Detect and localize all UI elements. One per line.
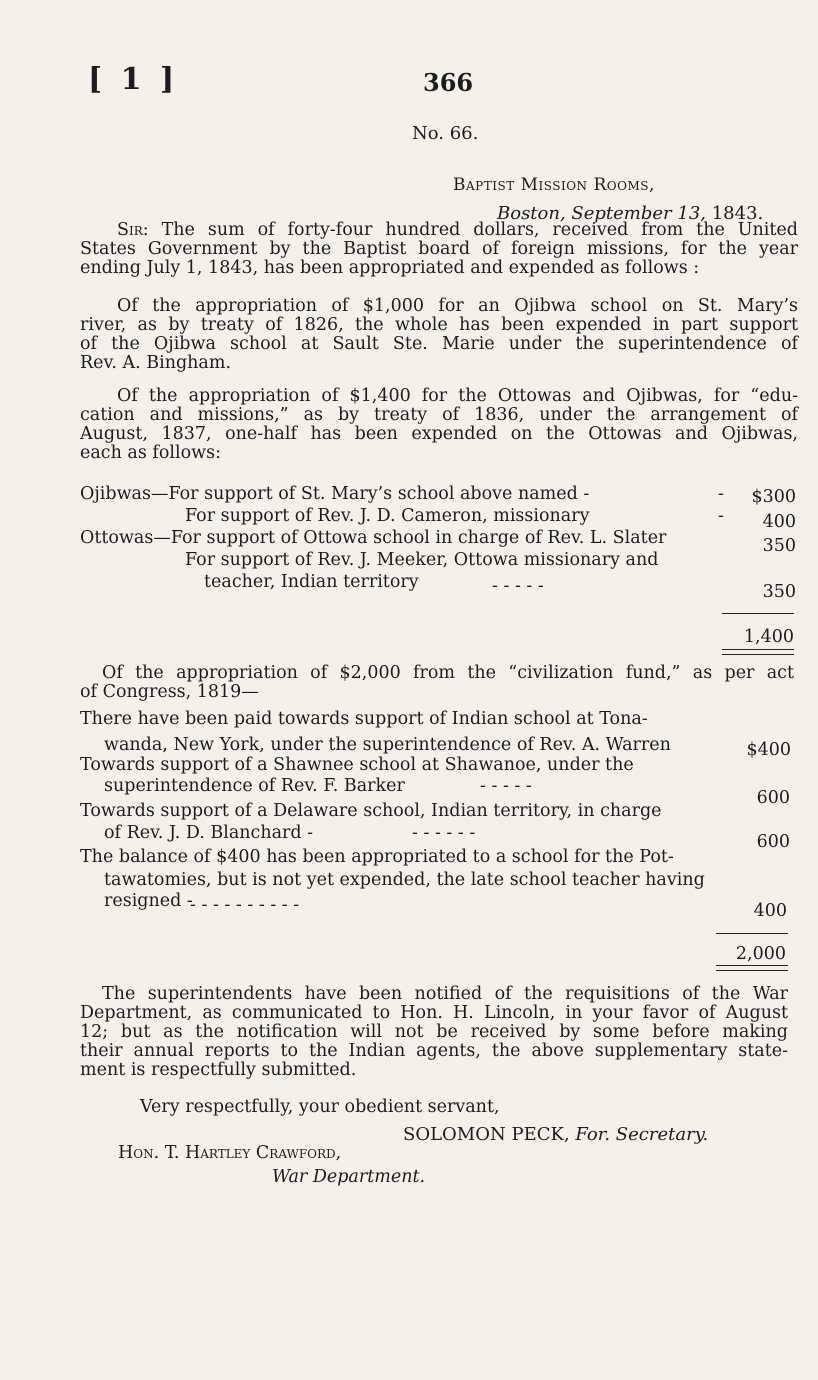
total-double-rule: [716, 965, 788, 971]
row-dashes: - - - - - -: [412, 823, 476, 843]
row-amount: $300: [751, 487, 796, 507]
table-row: For support of Rev. J. Meeker, Ottowa missionary and: [185, 550, 659, 570]
row-amount: 400: [762, 512, 796, 532]
civilization-fund-paragraph: [80, 664, 794, 702]
page-number: 366: [423, 68, 474, 97]
signature: [403, 1124, 708, 1145]
paragraph-line: The superintendents have been notified of the requisitions of the War: [102, 984, 788, 1004]
table-row: Towards support of a Shawnee school at Shawanoe, under the: [80, 755, 634, 775]
dateline-place-date: Boston, September 13,: [497, 203, 706, 224]
table-row: There have been paid towards support of Indian school at Tona-: [80, 709, 648, 729]
sum-rule: [722, 613, 794, 614]
row-amount: $400: [746, 740, 791, 760]
sum-rule: [716, 933, 788, 934]
row-dashes: - - - - - - - - - -: [190, 895, 300, 915]
signatory-name: SOLOMON PECK,: [403, 1124, 570, 1145]
paragraph-line: river, as by treaty of 1826, the whole has been expended in part support: [80, 315, 798, 335]
paragraph-line: of the Ojibwa school at Sault Ste. Marie under the superintendence of: [80, 334, 798, 354]
row-amount: 350: [762, 582, 796, 602]
paragraph-line: their annual reports to the Indian agents, the above supplementary state-: [80, 1041, 788, 1061]
paragraph-line: Of the appropriation of $1,400 for the Ottowas and Ojibwas, for “edu-: [117, 386, 798, 406]
table-row: resigned -: [104, 891, 193, 911]
table-row: Ojibwas—For support of St. Mary’s school above named -: [80, 484, 590, 504]
row-dashes: -: [718, 484, 724, 504]
closing-paragraph: [80, 985, 788, 1080]
row-dashes: -: [718, 506, 724, 526]
total-double-rule: [722, 649, 794, 655]
table-row: tawatomies, but is not yet expended, the late school teacher having: [104, 870, 705, 890]
paragraph-line: cation and missions,” as by treaty of 1836, under the arrangement of: [80, 405, 798, 425]
valediction: Very respectfully, your obedient servant,: [140, 1097, 500, 1117]
row-dashes: - - - - -: [492, 576, 544, 596]
paragraph-line: of Congress, 1819—: [80, 682, 259, 702]
table-total: 1,400: [743, 627, 794, 647]
document-bracket-number: [ 1 ]: [88, 62, 179, 97]
addressee-name: Hon. T. Hartley Crawford,: [118, 1143, 342, 1163]
table-row: of Rev. J. D. Blanchard -: [104, 823, 314, 843]
row-amount: 400: [753, 901, 787, 921]
ottowas-appropriation-paragraph: [80, 387, 798, 463]
intro-line: States Government by the Baptist board of foreign missions, for the year: [80, 239, 798, 259]
table-row: Towards support of a Delaware school, Indian territory, in charge: [80, 801, 662, 821]
signatory-title: For. Secretary.: [575, 1124, 709, 1145]
table-row: For support of Rev. J. D. Cameron, missionary: [185, 506, 590, 526]
paragraph-line: Rev. A. Bingham.: [80, 353, 232, 373]
addressee-department: War Department.: [272, 1167, 426, 1187]
row-dashes: - - - - -: [480, 776, 532, 796]
paragraph-line: ment is respectfully submitted.: [80, 1060, 357, 1080]
paragraph-line: 12; but as the notification will not be received by some before making: [80, 1022, 788, 1042]
row-amount: 600: [756, 788, 790, 808]
document-number: No. 66.: [412, 123, 479, 144]
paragraph-line: Of the appropriation of $1,000 for an Ojibwa school on St. Mary’s: [117, 296, 798, 316]
table-row: Ottowas—For support of Ottowa school in charge of Rev. L. Slater: [80, 528, 667, 548]
table-row: superintendence of Rev. F. Barker: [104, 776, 405, 796]
intro-paragraph: [80, 221, 798, 278]
dateline-year: 1843.: [711, 203, 764, 224]
table-total: 2,000: [735, 944, 786, 964]
intro-line: Sir: The sum of forty-four hundred dollars, received from the United: [117, 220, 798, 240]
paragraph-line: Of the appropriation of $2,000 from the “civilization fund,” as per act: [102, 663, 794, 683]
paragraph-line: Department, as communicated to Hon. H. Lincoln, in your favor of August: [80, 1003, 788, 1023]
ojibwa-appropriation-paragraph: [80, 297, 798, 373]
salutation: Sir:: [117, 220, 149, 240]
sender-office: Baptist Mission Rooms,: [453, 175, 655, 195]
row-amount: 600: [756, 832, 790, 852]
table-row: teacher, Indian territory: [204, 572, 419, 592]
table-row: wanda, New York, under the superintendence of Rev. A. Warren: [104, 735, 671, 755]
paragraph-line: each as follows:: [80, 443, 221, 463]
paragraph-line: August, 1837, one-half has been expended on the Ottowas and Ojibwas,: [80, 424, 798, 444]
intro-line: ending July 1, 1843, has been appropriated and expended as follows :: [80, 258, 700, 278]
row-amount: 350: [762, 536, 796, 556]
table-row: The balance of $400 has been appropriated to a school for the Pot-: [80, 847, 674, 867]
